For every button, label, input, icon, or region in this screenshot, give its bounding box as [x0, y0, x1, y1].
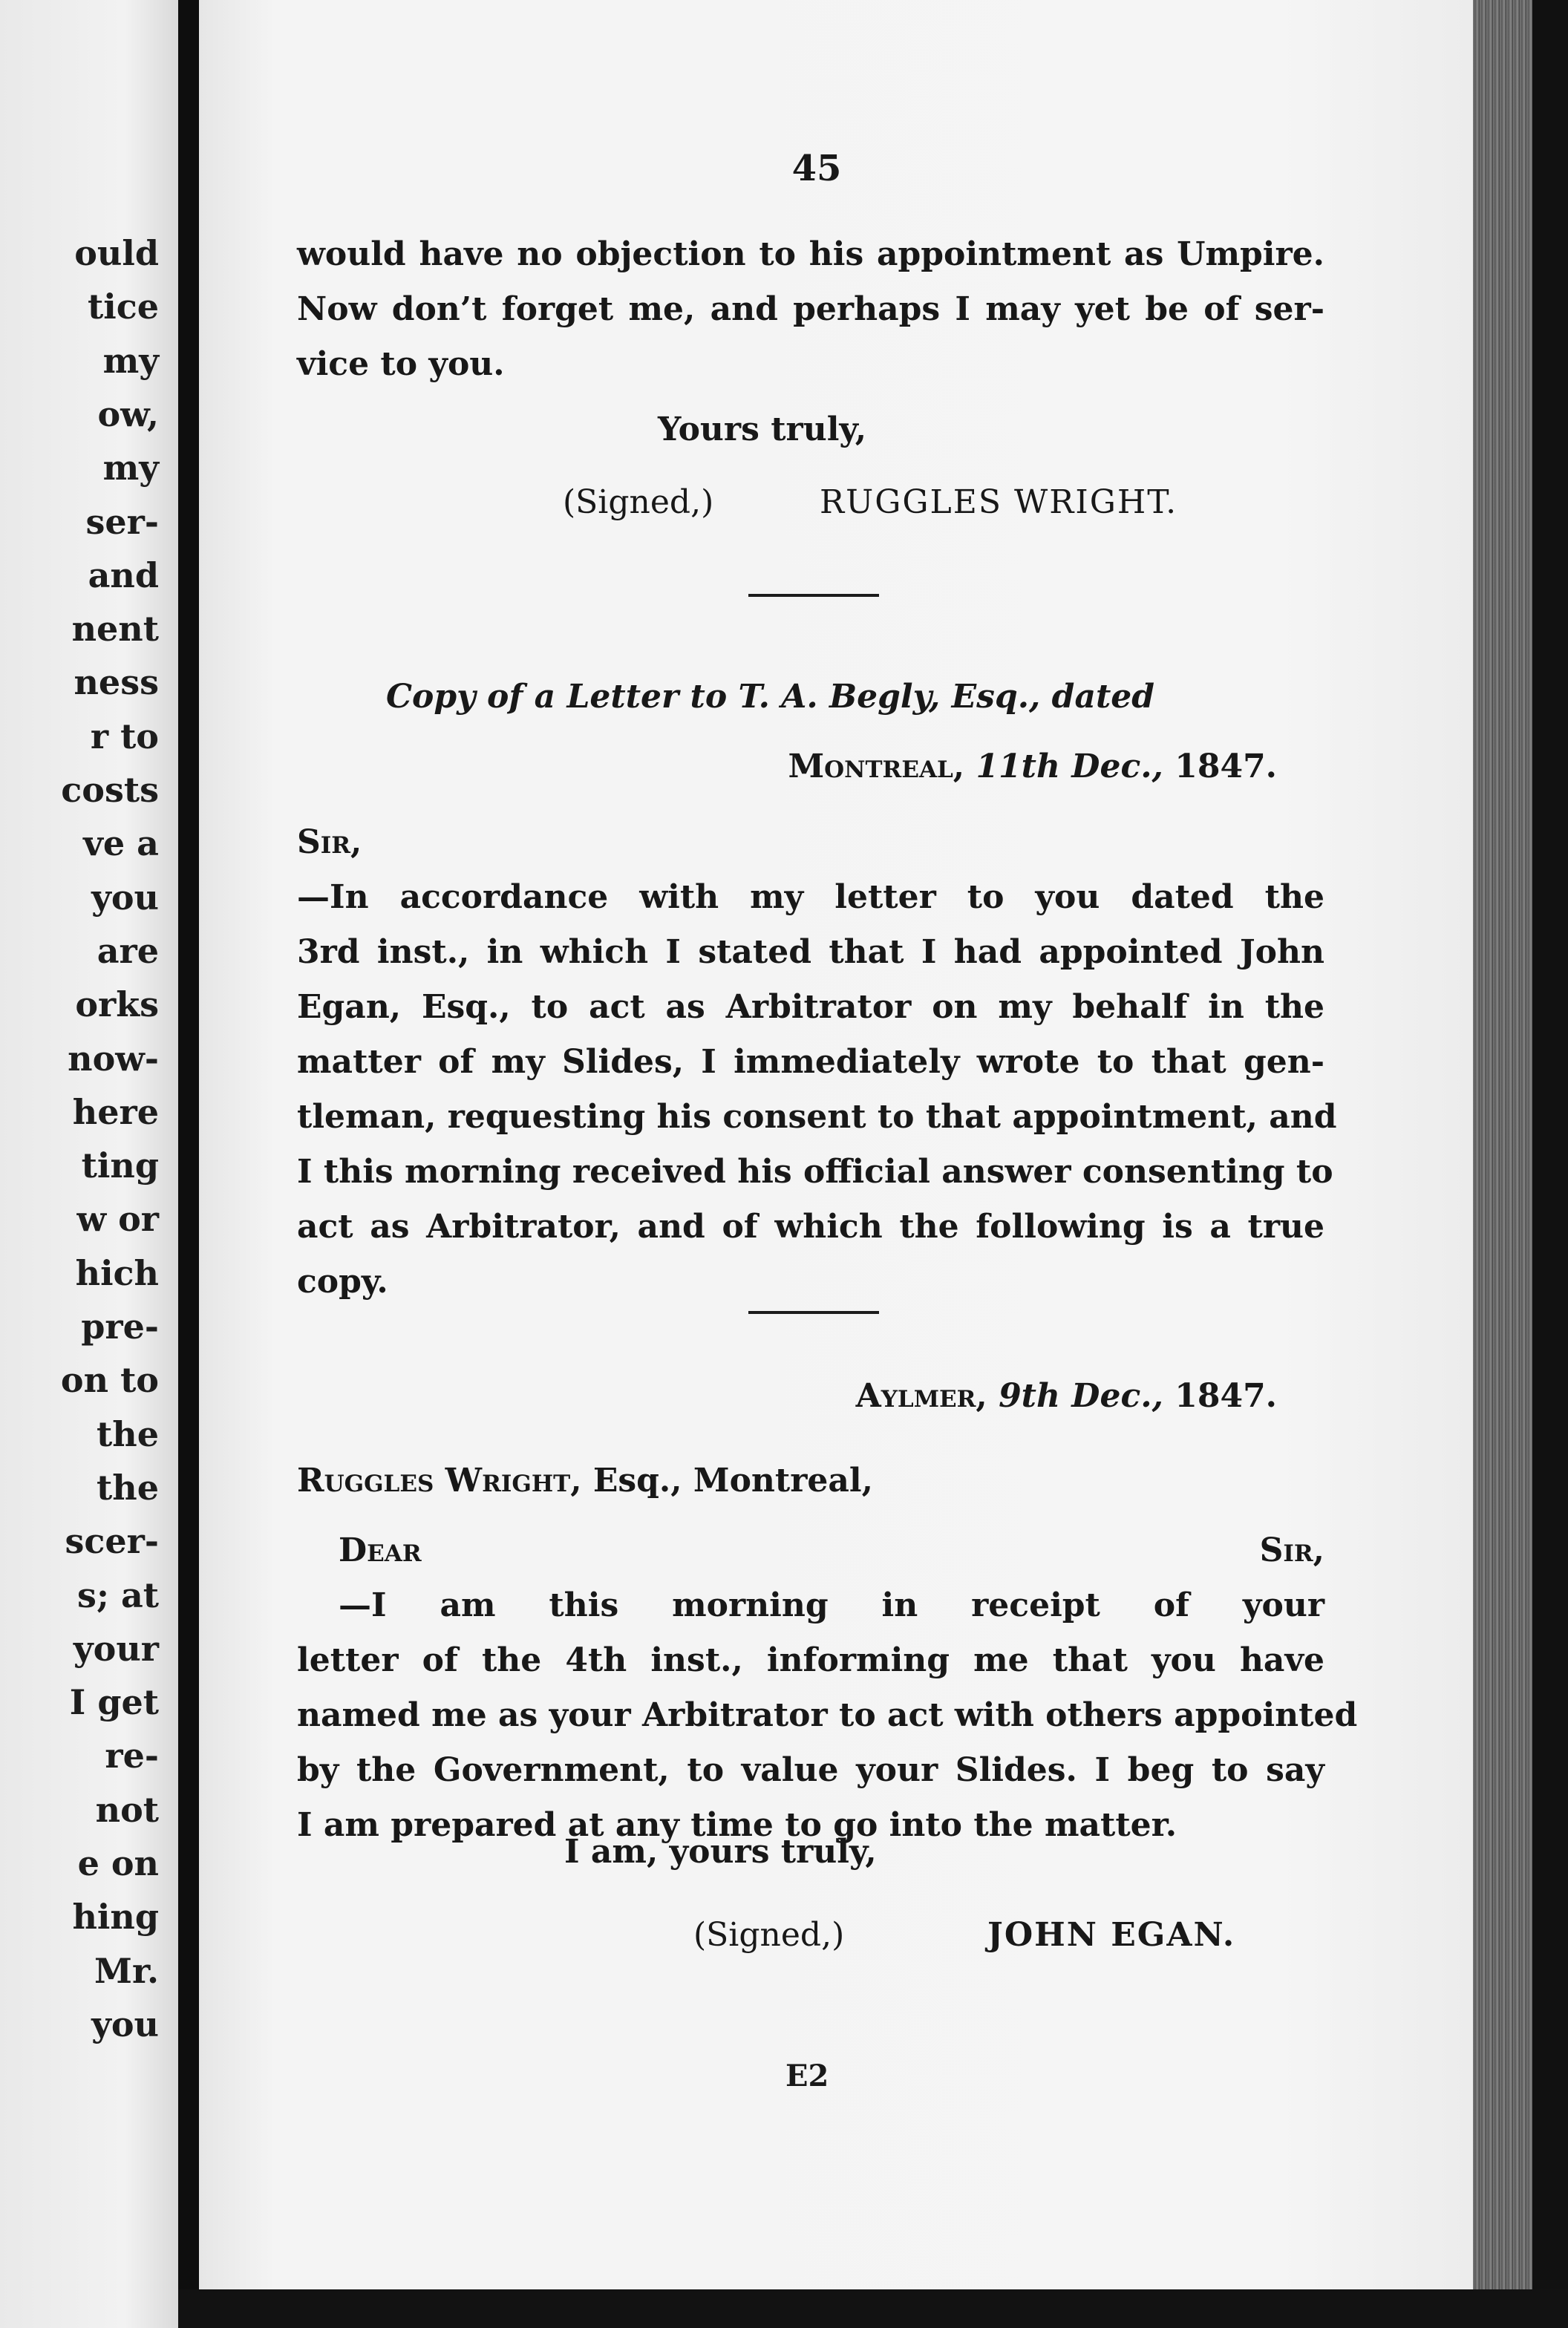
facing-page-line-end: e on — [77, 1843, 159, 1883]
facing-page-line-end: on to — [60, 1360, 159, 1401]
facing-page-line-end: my — [102, 340, 159, 381]
salutation: Sir, — [297, 823, 362, 861]
body-line: act as Arbitrator, and of which the following is a true — [297, 1208, 1324, 1246]
letter3-signature: JOHN EGAN. — [987, 1916, 1236, 1954]
facing-page-line-end: are — [97, 930, 159, 971]
addressee-name: Ruggles Wright — [297, 1462, 571, 1500]
facing-page-line-end: s; at — [77, 1575, 159, 1615]
facing-page-line-end: now- — [68, 1038, 159, 1079]
letter1-signature: RUGGLES WRIGHT. — [820, 483, 1178, 521]
body-line: I this morning received his official answer consenting to — [297, 1153, 1333, 1191]
facing-page-line-end: scer- — [65, 1521, 159, 1562]
letter2-body — [297, 815, 1337, 1310]
dateline-place: Montreal, — [788, 748, 965, 785]
facing-page-line-end: costs — [61, 770, 159, 810]
book-gutter — [178, 0, 199, 2328]
page-edges — [1473, 0, 1532, 2328]
body-line: Sir, —In accordance with my letter to you dated the — [297, 815, 1324, 925]
salutation: Dear Sir, — [339, 1531, 1324, 1569]
facing-page-line-end: hing — [72, 1897, 159, 1938]
letter3-signed-label: (Signed,) — [693, 1916, 845, 1954]
facing-page-line-end: tice — [88, 287, 159, 327]
section-rule — [748, 1311, 879, 1314]
body-line: letter of the 4th inst., informing me that you have — [297, 1641, 1324, 1679]
facing-page-line-end: I get — [69, 1682, 159, 1723]
facing-page-line-end: pre- — [81, 1307, 159, 1347]
facing-page-fragment — [0, 0, 178, 2328]
body-line: Now don’t forget me, and perhaps I may yet be of ser- — [297, 290, 1324, 328]
facing-page-line-end: w or — [76, 1199, 159, 1240]
facing-page-line-end: ser- — [85, 501, 159, 542]
body-line: would have no objection to his appointment as Umpire. — [297, 235, 1324, 273]
section-rule — [748, 594, 879, 597]
body-line: Egan, Esq., to act as Arbitrator on my behalf in the — [297, 988, 1324, 1026]
scan-border — [1532, 0, 1568, 2328]
body-line: vice to you. — [297, 345, 505, 383]
letter1-body — [297, 227, 1324, 392]
dateline-year: 1847. — [1175, 748, 1277, 785]
letter1-closing: Yours truly, — [658, 411, 867, 448]
dateline-year: 1847. — [1175, 1377, 1277, 1415]
facing-page-line-end: orks — [75, 984, 159, 1025]
dateline-date: 9th Dec., — [999, 1377, 1163, 1415]
signature-mark: E2 — [785, 2059, 829, 2093]
facing-page-line-end: ould — [74, 233, 159, 273]
scan-bottom-border — [178, 2289, 1568, 2328]
body-line: 3rd inst., in which I stated that I had appointed John — [297, 933, 1324, 971]
letter1-signed-label: (Signed,) — [563, 483, 714, 521]
body-line: tleman, requesting his consent to that appointment, and — [297, 1098, 1337, 1136]
facing-page-line-end: ting — [81, 1145, 159, 1186]
facing-page-line-end: ow, — [97, 393, 159, 434]
letter3-dateline — [668, 1369, 1277, 1424]
facing-page-line-end: r to — [90, 716, 159, 756]
facing-page-line-end: and — [88, 555, 159, 595]
facing-page-line-end: here — [72, 1091, 159, 1132]
facing-page-line-end: re- — [105, 1736, 159, 1776]
letter2-heading: Copy of a Letter to T. A. Begly, Esq., dated — [386, 678, 1155, 716]
facing-page-line-end: my — [102, 448, 159, 488]
body-line: I am prepared at any time to go into the matter. — [297, 1806, 1177, 1844]
facing-page-line-end: you — [91, 2004, 159, 2044]
facing-page-line-end: hich — [75, 1252, 159, 1293]
letter3-body — [297, 1523, 1358, 1853]
body-line: named me as your Arbitrator to act with others appointed — [297, 1696, 1358, 1734]
dateline-date: 11th Dec., — [976, 748, 1163, 785]
facing-page-line-end: not — [95, 1789, 159, 1830]
facing-page-line-end: Mr. — [94, 1950, 159, 1991]
facing-page-line-end: ness — [74, 662, 159, 703]
letter2-dateline — [668, 739, 1277, 794]
facing-page-line-end: your — [73, 1628, 159, 1669]
dateline-place: Aylmer, — [855, 1377, 987, 1415]
facing-page-line-end: nent — [71, 609, 159, 650]
letter3-addressee — [297, 1454, 873, 1508]
letter3-closing: I am, yours truly, — [564, 1833, 877, 1871]
body-line: matter of my Slides, I immediately wrote to that gen- — [297, 1043, 1324, 1081]
facing-page-line-end: the — [97, 1413, 159, 1454]
facing-page-line-end: you — [91, 877, 159, 918]
body-line: by the Government, to value your Slides. I beg to say — [297, 1751, 1324, 1789]
page-number: 45 — [791, 148, 842, 189]
body-line: Dear Sir, —I am this morning in receipt of your — [297, 1523, 1324, 1633]
body-line: copy. — [297, 1263, 388, 1301]
addressee-rest: , Esq., Montreal, — [570, 1462, 873, 1500]
facing-page-line-end: the — [97, 1467, 159, 1508]
facing-page-line-end: ve a — [83, 823, 159, 864]
